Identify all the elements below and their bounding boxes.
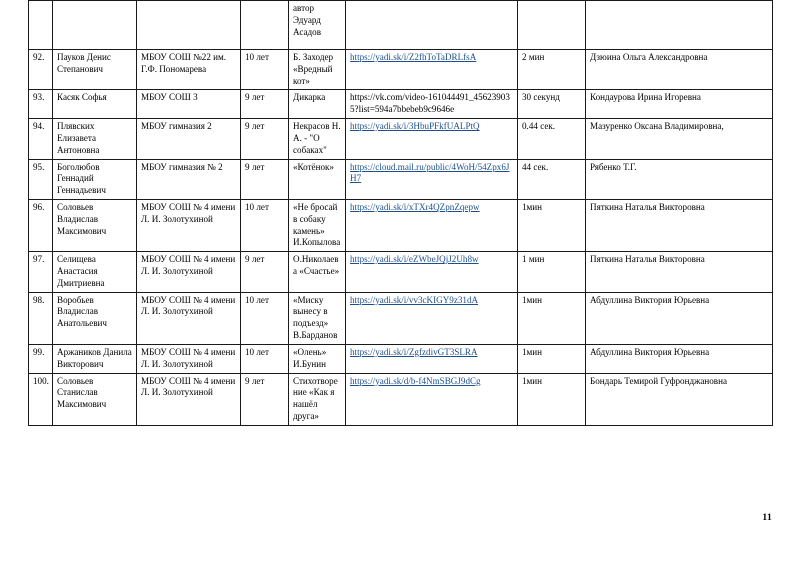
cell-link[interactable] [346,50,518,90]
cell-work-title: Дикарка [289,90,346,119]
cell-teacher: Дзюина Ольга Александровна [586,50,773,90]
cell-participant-name: Соловьев Станислав Максимович [53,373,137,425]
cell-link[interactable] [346,252,518,292]
video-link[interactable]: https://yadi.sk/i/3HbuPFkfUALPtQ [350,121,480,132]
cell-work-title: «Не бросай в собаку камень» И.Копылова [289,199,346,251]
cell-school [137,1,241,50]
table-row [29,1,773,50]
cell-link[interactable] [346,119,518,159]
cell-work-title: Стихотворение «Как я нашёл друга» [289,373,346,425]
cell-number: 96. [29,199,53,251]
page-number: 11 [762,513,772,523]
video-link[interactable]: https://yadi.sk/i/ZgfzdivGT3SLRA [350,346,478,357]
cell-duration: 1мин [518,344,586,373]
table-row [29,159,773,199]
video-link[interactable]: https://yadi.sk/d/b-f4NmSBGJ9dCg [350,375,481,386]
cell-number: 97. [29,252,53,292]
cell-link: https://vk.com/video-161044491_456239035?list=594a7bbebeb9c9646e [346,90,518,119]
table-body [29,1,773,426]
cell-age: 10 лет [241,199,289,251]
cell-duration: 30 секунд [518,90,586,119]
cell-number: 92. [29,50,53,90]
cell-participant-name: Воробьев Владислав Анатольевич [53,292,137,344]
cell-link[interactable] [346,373,518,425]
cell-age: 9 лет [241,373,289,425]
video-link[interactable]: https://cloud.mail.ru/public/4WoH/54Zpx6JH7 [350,161,510,184]
cell-age: 9 лет [241,159,289,199]
cell-number: 93. [29,90,53,119]
cell-age: 9 лет [241,252,289,292]
cell-age [241,1,289,50]
cell-teacher: Кондаурова Ирина Игоревна [586,90,773,119]
cell-teacher: Рябенко Т.Г. [586,159,773,199]
cell-participant-name: Боголюбов Геннадий Геннадьевич [53,159,137,199]
cell-age: 9 лет [241,90,289,119]
cell-school: МБОУ гимназия № 2 [137,159,241,199]
table-row [29,373,773,425]
cell-work-title: «Котёнок» [289,159,346,199]
cell-teacher: Мазуренко Оксана Владимировна, [586,119,773,159]
cell-participant-name: Соловьев Владислав Максимович [53,199,137,251]
cell-duration [518,1,586,50]
table-row [29,90,773,119]
cell-link[interactable] [346,344,518,373]
cell-link[interactable] [346,159,518,199]
cell-age: 10 лет [241,292,289,344]
cell-duration: 2 мин [518,50,586,90]
video-link[interactable]: https://yadi.sk/i/eZWbeJQjJ2Uh8w [350,254,479,265]
cell-participant-name: Пауков Денис Степанович [53,50,137,90]
table-row [29,344,773,373]
cell-participant-name: Селищева Анастасия Дмитриевна [53,252,137,292]
cell-school: МБОУ СОШ № 4 имени Л. И. Золотухиной [137,292,241,344]
cell-work-title: Некрасов Н. А. - "О собаках" [289,119,346,159]
cell-school: МБОУ СОШ 3 [137,90,241,119]
cell-age: 9 лет [241,119,289,159]
cell-age: 10 лет [241,344,289,373]
table-row [29,50,773,90]
cell-teacher [586,1,773,50]
video-link[interactable]: https://yadi.sk/i/vv3cKIGY9z31dA [350,294,479,305]
cell-number: 100. [29,373,53,425]
cell-participant-name: Плявских Елизавета Антоновна [53,119,137,159]
cell-school: МБОУ гимназия 2 [137,119,241,159]
cell-duration: 1мин [518,199,586,251]
cell-teacher: Абдуллина Виктория Юрьевна [586,292,773,344]
cell-age: 10 лет [241,50,289,90]
cell-participant-name: Касяк Софья [53,90,137,119]
cell-number: 98. [29,292,53,344]
cell-school: МБОУ СОШ № 4 имени Л. И. Золотухиной [137,252,241,292]
cell-work-title: «Олень» И.Бунин [289,344,346,373]
table-row [29,119,773,159]
cell-teacher: Пяткина Наталья Викторовна [586,252,773,292]
cell-work-title: автор Эдуард Асадов [289,1,346,50]
table-row [29,199,773,251]
cell-duration: 1мин [518,292,586,344]
cell-work-title: Б. Заходер «Вредный кот» [289,50,346,90]
cell-duration: 1мин [518,373,586,425]
cell-link [346,1,518,50]
table-row [29,252,773,292]
cell-participant-name [53,1,137,50]
cell-school: МБОУ СОШ № 4 имени Л. И. Золотухиной [137,373,241,425]
cell-teacher: Абдуллина Виктория Юрьевна [586,344,773,373]
cell-number [29,1,53,50]
cell-school: МБОУ СОШ № 4 имени Л. И. Золотухиной [137,344,241,373]
cell-link[interactable] [346,292,518,344]
cell-duration: 44 сек. [518,159,586,199]
cell-number: 95. [29,159,53,199]
cell-link[interactable] [346,199,518,251]
cell-school: МБОУ СОШ №22 им. Г.Ф. Пономарева [137,50,241,90]
cell-number: 99. [29,344,53,373]
cell-participant-name: Аржаников Данила Викторович [53,344,137,373]
cell-number: 94. [29,119,53,159]
cell-school: МБОУ СОШ № 4 имени Л. И. Золотухиной [137,199,241,251]
cell-duration: 1 мин [518,252,586,292]
video-link[interactable]: https://yadi.sk/i/Z2fhToTaDRLfsA [350,52,477,62]
cell-work-title: О.Николаева «Счастье» [289,252,346,292]
table-row [29,292,773,344]
cell-teacher: Пяткина Наталья Викторовна [586,199,773,251]
participants-table [28,0,773,426]
video-link[interactable]: https://yadi.sk/i/xTXr4QZpnZqepw [350,201,480,212]
cell-duration: 0.44 сек. [518,119,586,159]
cell-work-title: «Миску вынесу в подъезд» В.Барданов [289,292,346,344]
cell-teacher: Бондарь Темирой Гуфронджановна [586,373,773,425]
